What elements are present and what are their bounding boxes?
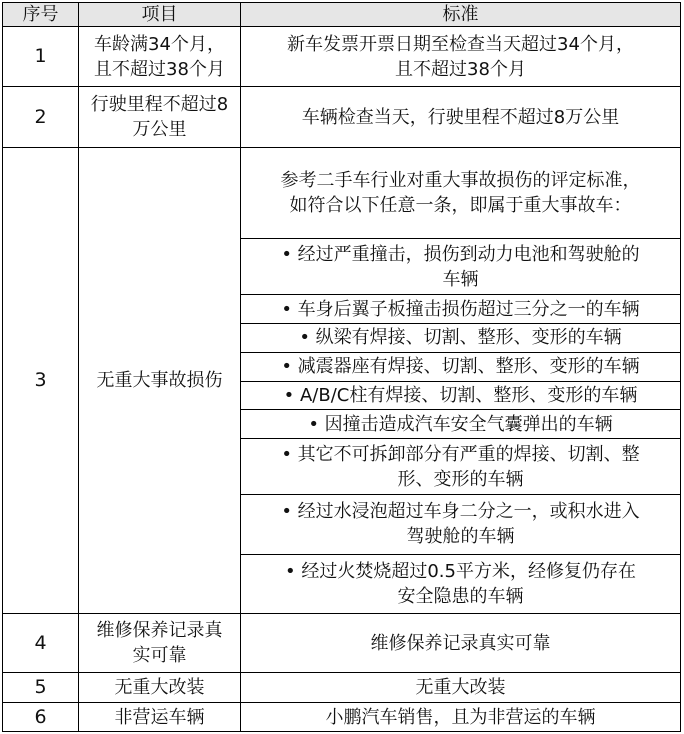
standard-criterion: • 经过严重撞击，损伤到动力电池和驾驶舱的 车辆 [241,239,681,295]
table-row [3,703,681,732]
row-standard: 维修保养记录真实可靠 [241,614,681,673]
row-item: 维修保养记录真 实可靠 [79,614,241,673]
standard-criterion: • 车身后翼子板撞击损伤超过三分之一的车辆 [241,295,681,324]
header-serial-number: 序号 [3,3,79,27]
standard-criterion: • 因撞击造成汽车安全气囊弹出的车辆 [241,410,681,439]
row-serial-number: 3 [3,147,79,613]
standard-criterion: • 纵梁有焊接、切割、整形、变形的车辆 [241,324,681,353]
row-item: 无重大事故损伤 [79,147,241,613]
inspection-criteria-table [2,2,681,732]
row-standard: 新车发票开票日期至检查当天超过34个月， 且不超过38个月 [241,27,681,87]
row-item: 行驶里程不超过8 万公里 [79,87,241,147]
row-serial-number: 6 [3,703,79,732]
standard-criterion: • 减震器座有焊接、切割、整形、变形的车辆 [241,352,681,381]
row-serial-number: 5 [3,673,79,703]
row-item: 车龄满34个月， 且不超过38个月 [79,27,241,87]
table-row [3,614,681,673]
row-standard: 小鹏汽车销售，且为非营运的车辆 [241,703,681,732]
table-row [3,673,681,703]
table-row [3,87,681,147]
row-standard: 无重大改装 [241,673,681,703]
standard-criterion: • A/B/C柱有焊接、切割、整形、变形的车辆 [241,381,681,410]
standard-criterion: • 经过火焚烧超过0.5平方米，经修复仍存在 安全隐患的车辆 [241,554,681,613]
row-serial-number: 1 [3,27,79,87]
standard-criterion: • 其它不可拆卸部分有严重的焊接、切割、整 形、变形的车辆 [241,438,681,494]
standard-criterion: • 经过水浸泡超过车身二分之一，或积水进入 驾驶舱的车辆 [241,495,681,554]
header-standard: 标准 [241,3,681,27]
header-row [3,3,681,27]
standard-intro: 参考二手车行业对重大事故损伤的评定标准， 如符合以下任意一条，即属于重大事故车： [241,147,681,238]
table-row [3,147,681,238]
table-row [3,27,681,87]
header-item: 项目 [79,3,241,27]
row-serial-number: 4 [3,614,79,673]
row-serial-number: 2 [3,87,79,147]
table-body [3,27,681,732]
row-item: 无重大改装 [79,673,241,703]
row-standard: 车辆检查当天，行驶里程不超过8万公里 [241,87,681,147]
row-item: 非营运车辆 [79,703,241,732]
